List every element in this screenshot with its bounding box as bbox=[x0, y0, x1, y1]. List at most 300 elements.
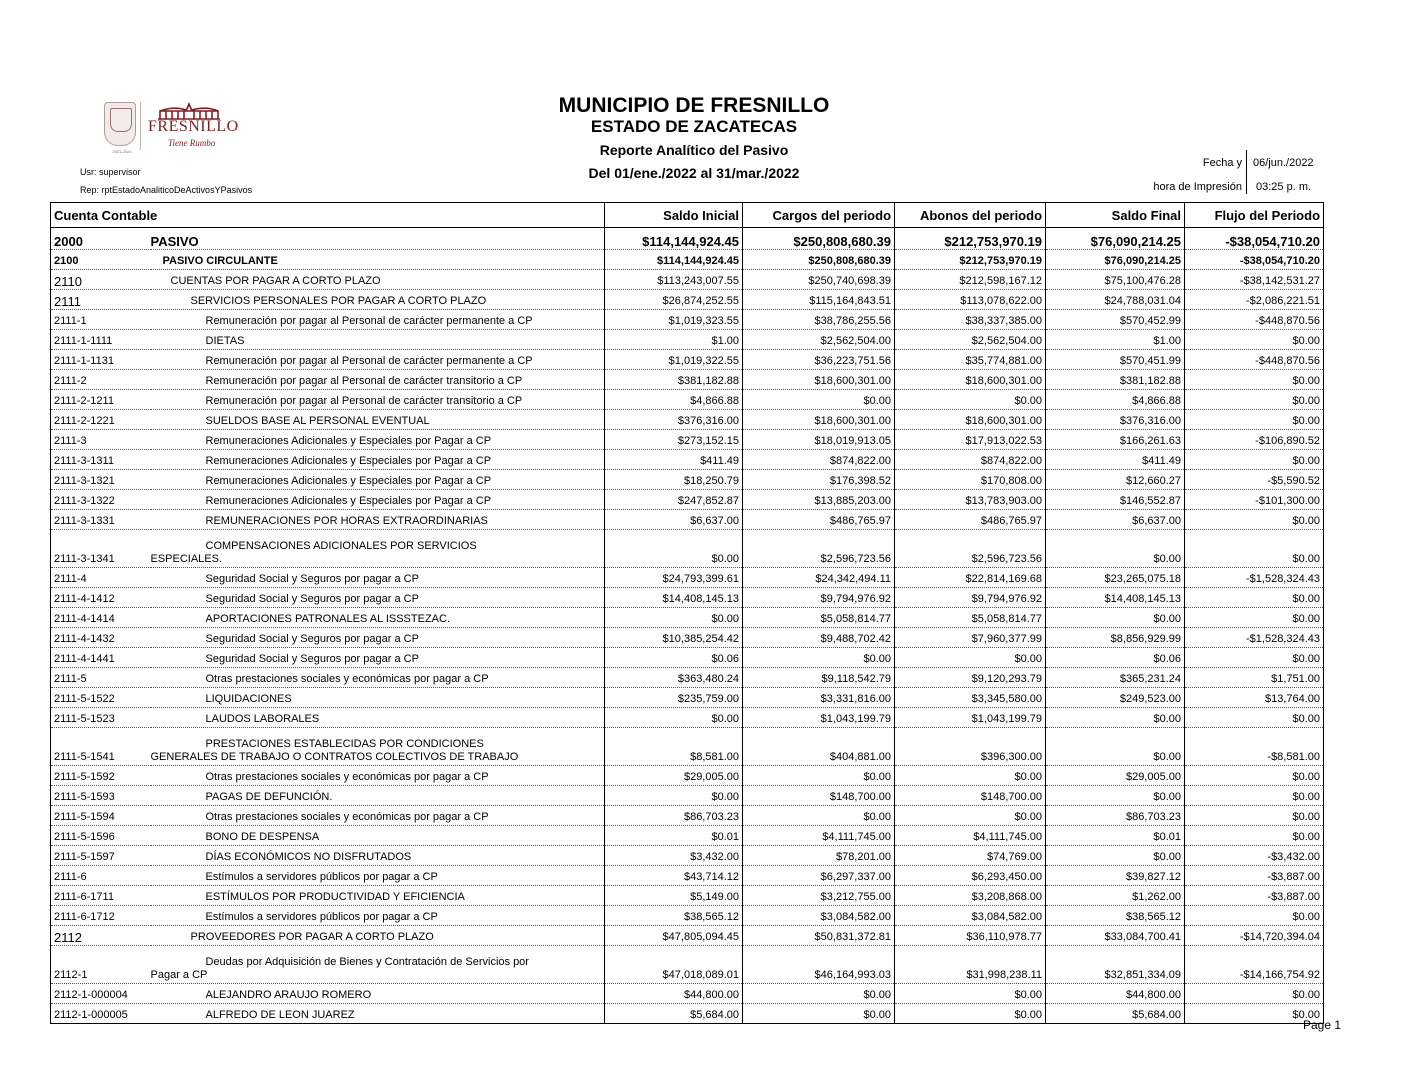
saldo-final-value: $0.00 bbox=[1046, 530, 1185, 568]
account-description: Seguridad Social y Seguros por pagar a CP bbox=[151, 648, 605, 668]
saldo-inicial-value: $5,684.00 bbox=[605, 1004, 743, 1024]
abonos-value: $212,753,970.19 bbox=[895, 228, 1046, 250]
abonos-value: $74,769.00 bbox=[895, 846, 1046, 866]
cargos-value: $250,740,698.39 bbox=[743, 270, 895, 290]
saldo-final-value: $0.00 bbox=[1046, 708, 1185, 728]
table-row bbox=[51, 350, 1324, 370]
table-row bbox=[51, 470, 1324, 490]
account-code: 2111-5-1541 bbox=[51, 728, 151, 766]
table-row bbox=[51, 490, 1324, 510]
report-period: Del 01/ene./2022 al 31/mar./2022 bbox=[588, 165, 800, 181]
table-row bbox=[51, 390, 1324, 410]
account-code: 2111-5-1522 bbox=[51, 688, 151, 708]
account-code: 2111-1 bbox=[51, 310, 151, 330]
account-code: 2110 bbox=[51, 270, 151, 290]
saldo-inicial-value: $0.01 bbox=[605, 826, 743, 846]
cargos-value: $50,831,372.81 bbox=[743, 926, 895, 946]
table-row bbox=[51, 926, 1324, 946]
abonos-value: $2,562,504.00 bbox=[895, 330, 1046, 350]
account-description: Otras prestaciones sociales y económicas por pagar a CP bbox=[151, 668, 605, 688]
account-description-line1: COMPENSACIONES ADICIONALES POR SERVICIOS bbox=[205, 540, 477, 552]
saldo-inicial-value: $38,565.12 bbox=[605, 906, 743, 926]
account-description-line1: Deudas por Adquisición de Bienes y Contratación de Servicios por bbox=[205, 956, 529, 968]
saldo-final-value: $29,005.00 bbox=[1046, 766, 1185, 786]
saldo-inicial-value: $0.00 bbox=[605, 786, 743, 806]
flujo-value: $0.00 bbox=[1185, 390, 1324, 410]
account-description: ALEJANDRO ARAUJO ROMERO bbox=[151, 984, 605, 1004]
flujo-value: -$5,590.52 bbox=[1185, 470, 1324, 490]
cargos-value: $9,488,702.42 bbox=[743, 628, 895, 648]
account-code: 2112-1-000005 bbox=[51, 1004, 151, 1024]
abonos-value: $6,293,450.00 bbox=[895, 866, 1046, 886]
saldo-final-value: $39,827.12 bbox=[1046, 866, 1185, 886]
table-row bbox=[51, 628, 1324, 648]
table-row bbox=[51, 430, 1324, 450]
table-row bbox=[51, 984, 1324, 1004]
table-row bbox=[51, 330, 1324, 350]
cargos-value: $5,058,814.77 bbox=[743, 608, 895, 628]
col-header-cuenta: Cuenta Contable bbox=[51, 203, 605, 228]
table-header-row bbox=[51, 203, 1324, 228]
account-description-line2: GENERALES DE TRABAJO O CONTRATOS COLECTIVOS DE TRABAJO bbox=[150, 751, 519, 763]
flujo-value: $0.00 bbox=[1185, 410, 1324, 430]
account-description: Remuneración por pagar al Personal de carácter transitorio a CP bbox=[151, 370, 605, 390]
flujo-value: -$14,166,754.92 bbox=[1185, 946, 1324, 984]
saldo-inicial-value: $8,581.00 bbox=[605, 728, 743, 766]
abonos-value: $212,753,970.19 bbox=[895, 250, 1046, 270]
saldo-inicial-value: $114,144,924.45 bbox=[605, 228, 743, 250]
cargos-value: $18,600,301.00 bbox=[743, 410, 895, 430]
cargos-value: $874,822.00 bbox=[743, 450, 895, 470]
abonos-value: $113,078,622.00 bbox=[895, 290, 1046, 310]
account-description: DIETAS bbox=[151, 330, 605, 350]
flujo-value: -$3,432.00 bbox=[1185, 846, 1324, 866]
flujo-value: $13,764.00 bbox=[1185, 688, 1324, 708]
saldo-inicial-value: $26,874,252.55 bbox=[605, 290, 743, 310]
account-description-line2: Pagar a CP bbox=[150, 969, 208, 981]
account-description: LAUDOS LABORALES bbox=[151, 708, 605, 728]
abonos-value: $170,808.00 bbox=[895, 470, 1046, 490]
saldo-final-value: $75,100,476.28 bbox=[1046, 270, 1185, 290]
account-description: ALFREDO DE LEON JUAREZ bbox=[151, 1004, 605, 1024]
saldo-final-value: $8,856,929.99 bbox=[1046, 628, 1185, 648]
logo-wordmark: FRESNILLO bbox=[148, 118, 239, 135]
abonos-value: $1,043,199.79 bbox=[895, 708, 1046, 728]
abonos-value: $9,120,293.79 bbox=[895, 668, 1046, 688]
account-code: 2111-4-1432 bbox=[51, 628, 151, 648]
account-code: 2111-3-1341 bbox=[51, 530, 151, 568]
saldo-final-value: $146,552.87 bbox=[1046, 490, 1185, 510]
cargos-value: $1,043,199.79 bbox=[743, 708, 895, 728]
flujo-value: $0.00 bbox=[1185, 826, 1324, 846]
table-row bbox=[51, 866, 1324, 886]
saldo-inicial-value: $14,408,145.13 bbox=[605, 588, 743, 608]
account-code: 2111-6 bbox=[51, 866, 151, 886]
table-row bbox=[51, 766, 1324, 786]
account-code: 2111-3-1311 bbox=[51, 450, 151, 470]
abonos-value: $2,596,723.56 bbox=[895, 530, 1046, 568]
table-row bbox=[51, 510, 1324, 530]
abonos-value: $0.00 bbox=[895, 766, 1046, 786]
saldo-final-value: $376,316.00 bbox=[1046, 410, 1185, 430]
saldo-inicial-value: $3,432.00 bbox=[605, 846, 743, 866]
table-row bbox=[51, 410, 1324, 430]
saldo-inicial-value: $18,250.79 bbox=[605, 470, 743, 490]
logo-tagline: Tiene Rumbo bbox=[168, 138, 216, 148]
abonos-value: $18,600,301.00 bbox=[895, 410, 1046, 430]
table-row bbox=[51, 530, 1324, 568]
saldo-final-value: $32,851,334.09 bbox=[1046, 946, 1185, 984]
account-code: 2111 bbox=[51, 290, 151, 310]
flujo-value: $0.00 bbox=[1185, 648, 1324, 668]
account-code: 2111-4-1412 bbox=[51, 588, 151, 608]
account-code: 2111-3 bbox=[51, 430, 151, 450]
account-description: SUELDOS BASE AL PERSONAL EVENTUAL bbox=[151, 410, 605, 430]
abonos-value: $0.00 bbox=[895, 806, 1046, 826]
account-description: Remuneraciones Adicionales y Especiales por Pagar a CP bbox=[151, 430, 605, 450]
abonos-value: $396,300.00 bbox=[895, 728, 1046, 766]
flujo-value: $0.00 bbox=[1185, 806, 1324, 826]
account-code: 2111-6-1712 bbox=[51, 906, 151, 926]
saldo-final-value: $570,452.99 bbox=[1046, 310, 1185, 330]
abonos-value: $13,783,903.00 bbox=[895, 490, 1046, 510]
flujo-value: $0.00 bbox=[1185, 906, 1324, 926]
saldo-final-value: $76,090,214.25 bbox=[1046, 250, 1185, 270]
account-code: 2111-5-1593 bbox=[51, 786, 151, 806]
flujo-value: -$38,054,710.20 bbox=[1185, 228, 1324, 250]
table-row bbox=[51, 588, 1324, 608]
cargos-value: $78,201.00 bbox=[743, 846, 895, 866]
table-row bbox=[51, 450, 1324, 470]
saldo-final-value: $12,660.27 bbox=[1046, 470, 1185, 490]
saldo-final-value: $381,182.88 bbox=[1046, 370, 1185, 390]
cargos-value: $46,164,993.03 bbox=[743, 946, 895, 984]
account-description: CUENTAS POR PAGAR A CORTO PLAZO bbox=[151, 270, 605, 290]
saldo-final-value: $166,261.63 bbox=[1046, 430, 1185, 450]
account-code: 2111-4 bbox=[51, 568, 151, 588]
table-row bbox=[51, 708, 1324, 728]
account-code: 2111-6-1711 bbox=[51, 886, 151, 906]
abonos-value: $18,600,301.00 bbox=[895, 370, 1046, 390]
cargos-value: $0.00 bbox=[743, 766, 895, 786]
flujo-value: $0.00 bbox=[1185, 1004, 1324, 1024]
cargos-value: $0.00 bbox=[743, 648, 895, 668]
account-description: Remuneración por pagar al Personal de carácter permanente a CP bbox=[151, 310, 605, 330]
account-description: ESTÍMULOS POR PRODUCTIVIDAD Y EFICIENCIA bbox=[151, 886, 605, 906]
abonos-value: $36,110,978.77 bbox=[895, 926, 1046, 946]
saldo-final-value: $24,788,031.04 bbox=[1046, 290, 1185, 310]
account-description: Remuneraciones Adicionales y Especiales por Pagar a CP bbox=[151, 470, 605, 490]
account-description: PASIVO CIRCULANTE bbox=[151, 250, 605, 270]
liabilities-report-table bbox=[50, 202, 1324, 1024]
print-date-value: 06/jun./2022 bbox=[1253, 157, 1314, 169]
cargos-value: $0.00 bbox=[743, 1004, 895, 1024]
account-code: 2111-5-1596 bbox=[51, 826, 151, 846]
saldo-final-value: $23,265,075.18 bbox=[1046, 568, 1185, 588]
account-description: LIQUIDACIONES bbox=[151, 688, 605, 708]
cargos-value: $176,398.52 bbox=[743, 470, 895, 490]
table-row bbox=[51, 228, 1324, 250]
cargos-value: $38,786,255.56 bbox=[743, 310, 895, 330]
page-number: Page 1 bbox=[1303, 1018, 1342, 1032]
saldo-inicial-value: $0.00 bbox=[605, 530, 743, 568]
abonos-value: $0.00 bbox=[895, 648, 1046, 668]
table-row bbox=[51, 728, 1324, 766]
cargos-value: $4,111,745.00 bbox=[743, 826, 895, 846]
account-description: Estímulos a servidores públicos por pagar a CP bbox=[151, 906, 605, 926]
account-code: 2111-5-1592 bbox=[51, 766, 151, 786]
cargos-value: $3,084,582.00 bbox=[743, 906, 895, 926]
flujo-value: -$106,890.52 bbox=[1185, 430, 1324, 450]
abonos-value: $3,208,868.00 bbox=[895, 886, 1046, 906]
abonos-value: $4,111,745.00 bbox=[895, 826, 1046, 846]
account-code: 2111-1-1131 bbox=[51, 350, 151, 370]
table-row bbox=[51, 608, 1324, 628]
account-description-line2: ESPECIALES. bbox=[150, 553, 223, 565]
flujo-value: -$2,086,221.51 bbox=[1185, 290, 1324, 310]
saldo-final-value: $6,637.00 bbox=[1046, 510, 1185, 530]
abonos-value: $212,598,167.12 bbox=[895, 270, 1046, 290]
flujo-value: -$14,720,394.04 bbox=[1185, 926, 1324, 946]
table-row bbox=[51, 310, 1324, 330]
saldo-inicial-value: $47,018,089.01 bbox=[605, 946, 743, 984]
account-description: SERVICIOS PERSONALES POR PAGAR A CORTO PLAZO bbox=[151, 290, 605, 310]
col-header-abonos: Abonos del periodo bbox=[895, 203, 1046, 228]
cargos-value: $2,562,504.00 bbox=[743, 330, 895, 350]
account-code: 2100 bbox=[51, 250, 151, 270]
seal-caption: 2021-2024 bbox=[112, 149, 132, 154]
cargos-value: $6,297,337.00 bbox=[743, 866, 895, 886]
account-description: Remuneración por pagar al Personal de carácter transitorio a CP bbox=[151, 390, 605, 410]
table-row bbox=[51, 648, 1324, 668]
print-info-divider bbox=[1246, 150, 1247, 194]
flujo-value: $0.00 bbox=[1185, 984, 1324, 1004]
abonos-value: $22,814,169.68 bbox=[895, 568, 1046, 588]
account-description: Seguridad Social y Seguros por pagar a CP bbox=[151, 568, 605, 588]
account-description: Estímulos a servidores públicos por pagar a CP bbox=[151, 866, 605, 886]
cargos-value: $250,808,680.39 bbox=[743, 250, 895, 270]
abonos-value: $0.00 bbox=[895, 390, 1046, 410]
table-row bbox=[51, 886, 1324, 906]
saldo-inicial-value: $47,805,094.45 bbox=[605, 926, 743, 946]
flujo-value: $0.00 bbox=[1185, 786, 1324, 806]
saldo-inicial-value: $44,800.00 bbox=[605, 984, 743, 1004]
cargos-value: $18,600,301.00 bbox=[743, 370, 895, 390]
flujo-value: -$38,142,531.27 bbox=[1185, 270, 1324, 290]
saldo-inicial-value: $29,005.00 bbox=[605, 766, 743, 786]
flujo-value: -$38,054,710.20 bbox=[1185, 250, 1324, 270]
account-code: 2111-4-1441 bbox=[51, 648, 151, 668]
saldo-inicial-value: $411.49 bbox=[605, 450, 743, 470]
account-description: Remuneraciones Adicionales y Especiales por Pagar a CP bbox=[151, 490, 605, 510]
saldo-inicial-value: $86,703.23 bbox=[605, 806, 743, 826]
flujo-value: $0.00 bbox=[1185, 766, 1324, 786]
account-code: 2111-3-1331 bbox=[51, 510, 151, 530]
table-row bbox=[51, 826, 1324, 846]
cargos-value: $13,885,203.00 bbox=[743, 490, 895, 510]
table-row bbox=[51, 568, 1324, 588]
flujo-value: $0.00 bbox=[1185, 708, 1324, 728]
account-description: BONO DE DESPENSA bbox=[151, 826, 605, 846]
account-description: PAGAS DE DEFUNCIÓN. bbox=[151, 786, 605, 806]
saldo-inicial-value: $1,019,322.55 bbox=[605, 350, 743, 370]
account-code: 2111-5-1597 bbox=[51, 846, 151, 866]
saldo-inicial-value: $113,243,007.55 bbox=[605, 270, 743, 290]
saldo-inicial-value: $381,182.88 bbox=[605, 370, 743, 390]
report-subtitle: ESTADO DE ZACATECAS bbox=[590, 117, 798, 136]
table-row bbox=[51, 688, 1324, 708]
saldo-final-value: $76,090,214.25 bbox=[1046, 228, 1185, 250]
saldo-final-value: $249,523.00 bbox=[1046, 688, 1185, 708]
cargos-value: $486,765.97 bbox=[743, 510, 895, 530]
col-header-saldo-final: Saldo Final bbox=[1046, 203, 1185, 228]
flujo-value: $0.00 bbox=[1185, 370, 1324, 390]
account-description: Otras prestaciones sociales y económicas por pagar a CP bbox=[151, 806, 605, 826]
table-row bbox=[51, 370, 1324, 390]
account-description: DÍAS ECONÓMICOS NO DISFRUTADOS bbox=[151, 846, 605, 866]
saldo-inicial-value: $376,316.00 bbox=[605, 410, 743, 430]
cargos-value: $2,596,723.56 bbox=[743, 530, 895, 568]
account-description: PASIVO bbox=[151, 228, 605, 250]
saldo-inicial-value: $247,852.87 bbox=[605, 490, 743, 510]
cargos-value: $404,881.00 bbox=[743, 728, 895, 766]
account-code: 2111-3-1322 bbox=[51, 490, 151, 510]
table-row bbox=[51, 846, 1324, 866]
print-time-label: hora de Impresión bbox=[1153, 181, 1242, 193]
flujo-value: -$448,870.56 bbox=[1185, 350, 1324, 370]
table-row bbox=[51, 270, 1324, 290]
account-description: Seguridad Social y Seguros por pagar a CP bbox=[151, 588, 605, 608]
table-row bbox=[51, 806, 1324, 826]
abonos-value: $486,765.97 bbox=[895, 510, 1046, 530]
saldo-final-value: $44,800.00 bbox=[1046, 984, 1185, 1004]
report-title: MUNICIPIO DE FRESNILLO bbox=[558, 94, 830, 117]
account-code: 2112 bbox=[51, 926, 151, 946]
abonos-value: $7,960,377.99 bbox=[895, 628, 1046, 648]
account-code: 2112-1-000004 bbox=[51, 984, 151, 1004]
saldo-final-value: $4,866.88 bbox=[1046, 390, 1185, 410]
abonos-value: $0.00 bbox=[895, 1004, 1046, 1024]
flujo-value: -$448,870.56 bbox=[1185, 310, 1324, 330]
flujo-value: -$3,887.00 bbox=[1185, 886, 1324, 906]
saldo-final-value: $38,565.12 bbox=[1046, 906, 1185, 926]
account-code: 2111-5 bbox=[51, 668, 151, 688]
flujo-value: $0.00 bbox=[1185, 450, 1324, 470]
saldo-final-value: $0.00 bbox=[1046, 786, 1185, 806]
col-header-saldo-inicial: Saldo Inicial bbox=[605, 203, 743, 228]
saldo-inicial-value: $43,714.12 bbox=[605, 866, 743, 886]
cargos-value: $18,019,913.05 bbox=[743, 430, 895, 450]
saldo-inicial-value: $273,152.15 bbox=[605, 430, 743, 450]
abonos-value: $148,700.00 bbox=[895, 786, 1046, 806]
flujo-value: $0.00 bbox=[1185, 330, 1324, 350]
saldo-final-value: $1,262.00 bbox=[1046, 886, 1185, 906]
saldo-inicial-value: $24,793,399.61 bbox=[605, 568, 743, 588]
abonos-value: $874,822.00 bbox=[895, 450, 1046, 470]
account-description: Otras prestaciones sociales y económicas por pagar a CP bbox=[151, 766, 605, 786]
cargos-value: $0.00 bbox=[743, 984, 895, 1004]
abonos-value: $38,337,385.00 bbox=[895, 310, 1046, 330]
saldo-inicial-value: $4,866.88 bbox=[605, 390, 743, 410]
saldo-final-value: $0.06 bbox=[1046, 648, 1185, 668]
flujo-value: -$1,528,324.43 bbox=[1185, 628, 1324, 648]
account-description bbox=[151, 728, 605, 766]
abonos-value: $35,774,881.00 bbox=[895, 350, 1046, 370]
flujo-value: -$1,528,324.43 bbox=[1185, 568, 1324, 588]
cargos-value: $9,794,976.92 bbox=[743, 588, 895, 608]
col-header-flujo: Flujo del Periodo bbox=[1185, 203, 1324, 228]
account-description bbox=[151, 946, 605, 984]
saldo-inicial-value: $0.00 bbox=[605, 708, 743, 728]
print-date-label: Fecha y bbox=[1202, 157, 1242, 169]
flujo-value: $0.00 bbox=[1185, 530, 1324, 568]
abonos-value: $0.00 bbox=[895, 984, 1046, 1004]
flujo-value: -$101,300.00 bbox=[1185, 490, 1324, 510]
account-code: 2111-2 bbox=[51, 370, 151, 390]
saldo-final-value: $5,684.00 bbox=[1046, 1004, 1185, 1024]
saldo-inicial-value: $0.00 bbox=[605, 608, 743, 628]
table-row bbox=[51, 786, 1324, 806]
saldo-final-value: $365,231.24 bbox=[1046, 668, 1185, 688]
abonos-value: $9,794,976.92 bbox=[895, 588, 1046, 608]
account-description: Remuneraciones Adicionales y Especiales por Pagar a CP bbox=[151, 450, 605, 470]
account-code: 2111-1-1111 bbox=[51, 330, 151, 350]
report-id-label: Rep: rptEstadoAnaliticoDeActivosYPasivos bbox=[80, 185, 253, 195]
saldo-inicial-value: $1.00 bbox=[605, 330, 743, 350]
table-row bbox=[51, 668, 1324, 688]
account-code: 2111-2-1211 bbox=[51, 390, 151, 410]
account-code: 2111-5-1523 bbox=[51, 708, 151, 728]
flujo-value: $1,751.00 bbox=[1185, 668, 1324, 688]
saldo-inicial-value: $235,759.00 bbox=[605, 688, 743, 708]
cargos-value: $0.00 bbox=[743, 390, 895, 410]
saldo-inicial-value: $10,385,254.42 bbox=[605, 628, 743, 648]
account-description: PROVEEDORES POR PAGAR A CORTO PLAZO bbox=[151, 926, 605, 946]
table-row bbox=[51, 946, 1324, 984]
account-code: 2111-2-1221 bbox=[51, 410, 151, 430]
col-header-cargos: Cargos del periodo bbox=[743, 203, 895, 228]
saldo-final-value: $0.00 bbox=[1046, 608, 1185, 628]
saldo-inicial-value: $1,019,323.55 bbox=[605, 310, 743, 330]
saldo-inicial-value: $114,144,924.45 bbox=[605, 250, 743, 270]
print-time-value: 03:25 p. m. bbox=[1256, 181, 1312, 193]
flujo-value: -$8,581.00 bbox=[1185, 728, 1324, 766]
saldo-final-value: $0.00 bbox=[1046, 846, 1185, 866]
user-label: Usr: supervisor bbox=[80, 167, 141, 177]
saldo-final-value: $1.00 bbox=[1046, 330, 1185, 350]
account-description: APORTACIONES PATRONALES AL ISSSTEZAC. bbox=[151, 608, 605, 628]
flujo-value: -$3,887.00 bbox=[1185, 866, 1324, 886]
cargos-value: $148,700.00 bbox=[743, 786, 895, 806]
cargos-value: $24,342,494.11 bbox=[743, 568, 895, 588]
table-row bbox=[51, 906, 1324, 926]
cargos-value: $115,164,843.51 bbox=[743, 290, 895, 310]
abonos-value: $3,084,582.00 bbox=[895, 906, 1046, 926]
cargos-value: $0.00 bbox=[743, 806, 895, 826]
saldo-inicial-value: $5,149.00 bbox=[605, 886, 743, 906]
saldo-final-value: $33,084,700.41 bbox=[1046, 926, 1185, 946]
flujo-value: $0.00 bbox=[1185, 588, 1324, 608]
flujo-value: $0.00 bbox=[1185, 510, 1324, 530]
saldo-final-value: $0.01 bbox=[1046, 826, 1185, 846]
cargos-value: $36,223,751.56 bbox=[743, 350, 895, 370]
abonos-value: $31,998,238.11 bbox=[895, 946, 1046, 984]
table-body bbox=[51, 228, 1324, 1024]
saldo-final-value: $86,703.23 bbox=[1046, 806, 1185, 826]
cargos-value: $250,808,680.39 bbox=[743, 228, 895, 250]
saldo-inicial-value: $0.06 bbox=[605, 648, 743, 668]
account-description: Remuneración por pagar al Personal de carácter permanente a CP bbox=[151, 350, 605, 370]
